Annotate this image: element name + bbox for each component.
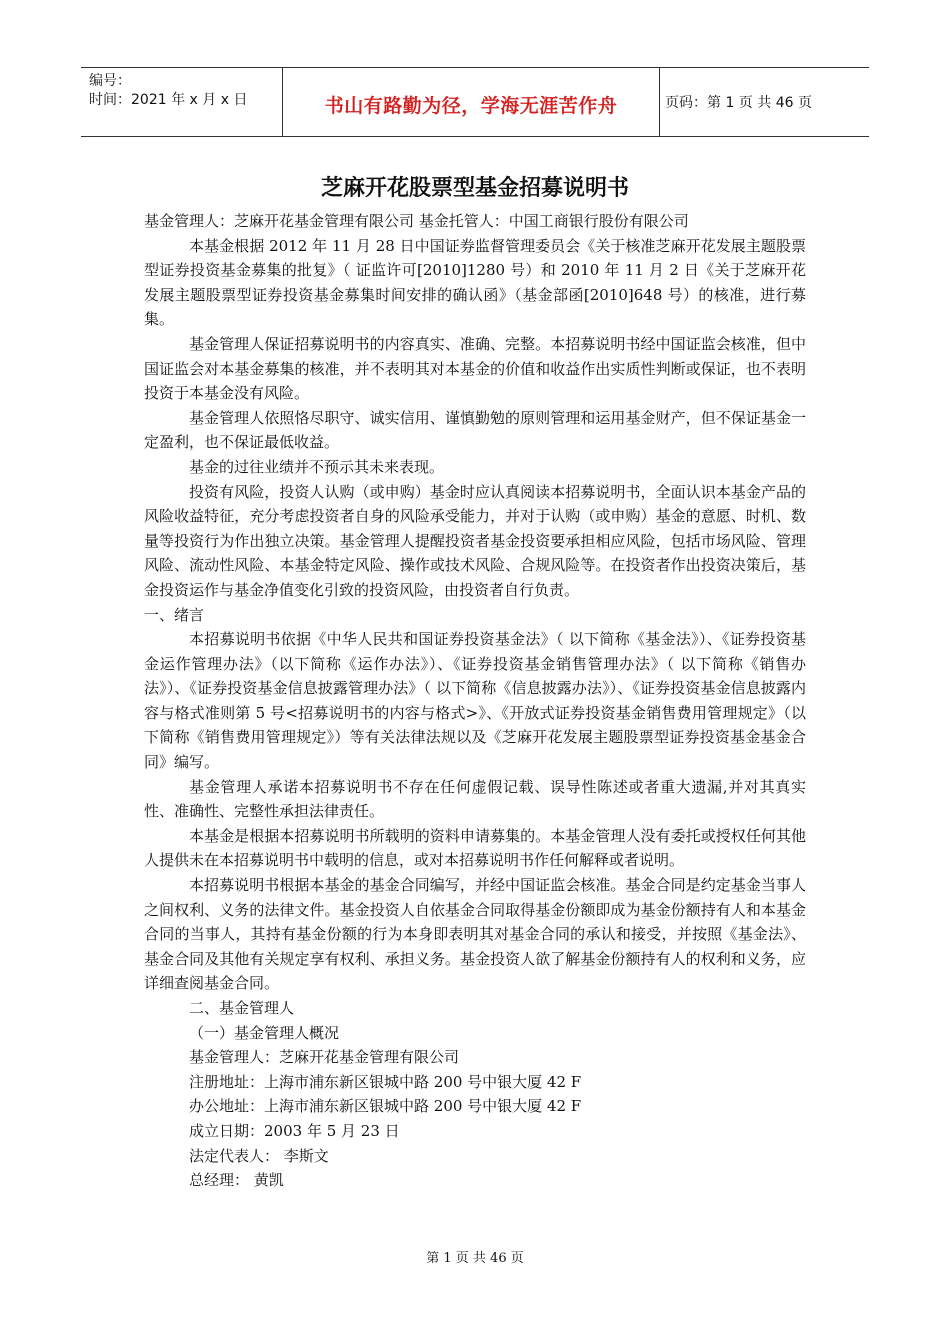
header-motto: 书山有路勤为径，学海无涯苦作舟 (324, 95, 618, 117)
paragraph: 基金管理人：芝麻开花基金管理有限公司 (189, 1048, 460, 1067)
page-header (81, 67, 869, 137)
paragraph: 本招募说明书依据《中华人民共和国证券投资基金法》（ 以下简称《基金法》）、《证券投资基金运作管理办法》（以下简称《运作办法》）、《证券投资基金销售管理办法》（ 以下简称《销售办法》）、《证券投资基金信息披露管理办法》（ 以下简称《信息披露办法》）、《证券投资基金信息披露内容与格式准则第 5 号<招募说明书的内容与格式>》、《开放式证券投资基金销售费用管理规定》（以下简称《销售费用管理规定》）等有关法律法规以及《芝麻开花发展主题股票型证券投资基金基金合同》编写。 (144, 630, 806, 772)
paragraph: 基金的过往业绩并不预示其未来表现。 (189, 457, 445, 476)
paragraph: 法定代表人： 李斯文 (189, 1146, 329, 1165)
page-footer: 第 1 页 共 46 页 (426, 1251, 524, 1266)
paragraph: 本基金是根据本招募说明书所载明的资料申请募集的。本基金管理人没有委托或授权任何其他人提供未在本招募说明书中载明的信息，或对本招募说明书作任何解释或者说明。 (144, 826, 806, 870)
paragraph: 本基金根据 2012 年 11 月 28 日中国证券监督管理委员会《关于核准芝麻开花发展主题股票型证券投资基金募集的批复》（ 证监许可[2010]1280 号）和 2010 年 11 月 2 日《关于芝麻开花发展主题股票型证券投资基金募集时间安排的确认函》（基金部函[2010]648 号）的核准，进行募集。 (144, 236, 806, 329)
paragraph: 基金管理人：芝麻开花基金管理有限公司 基金托管人：中国工商银行股份有限公司 (144, 212, 689, 230)
paragraph: 一、绪言 (144, 605, 205, 624)
paragraph: 总经理： 黄凯 (189, 1171, 284, 1190)
paragraph: 基金管理人保证招募说明书的内容真实、准确、完整。本招募说明书经中国证监会核准，但中国证监会对本基金募集的核准，并不表明其对本基金的价值和收益作出实质性判断或保证，也不表明投资于本基金没有风险。 (144, 334, 806, 403)
paragraph: （一）基金管理人概况 (189, 1023, 340, 1042)
paragraph: 办公地址：上海市浦东新区银城中路 200 号中银大厦 42 F (189, 1097, 582, 1116)
paragraph: 基金管理人依照恪尽职守、诚实信用、谨慎勤勉的原则管理和运用基金财产，但不保证基金一定盈利，也不保证最低收益。 (144, 408, 806, 452)
document-body (144, 209, 806, 1193)
paragraph: 注册地址：上海市浦东新区银城中路 200 号中银大厦 42 F (189, 1072, 582, 1091)
header-page-info: 页码：第 1 页 共 46 页 (665, 95, 812, 111)
time-line: 时间：2021 年 x 月 x 日 (89, 92, 248, 108)
paragraph: 本招募说明书根据本基金的基金合同编写，并经中国证监会核准。基金合同是约定基金当事人之间权利、义务的法律文件。基金投资人自依基金合同取得基金份额即成为基金份额持有人和本基金合同的当事人，其持有基金份额的行为本身即表明其对基金合同的承认和接受，并按照《基金法》、基金合同及其他有关规定享有权利、承担义务。基金投资人欲了解基金份额持有人的权利和义务，应详细查阅基金合同。 (144, 876, 806, 993)
document-title: 芝麻开花股票型基金招募说明书 (320, 176, 629, 201)
paragraph: 基金管理人承诺本招募说明书不存在任何虚假记载、误导性陈述或者重大遗漏,并对其真实性、准确性、完整性承担法律责任。 (144, 777, 806, 821)
paragraph: 投资有风险，投资人认购（或申购）基金时应认真阅读本招募说明书，全面认识本基金产品的风险收益特征，充分考虑投资者自身的风险承受能力，并对于认购（或申购）基金的意愿、时机、数量等投资行为作出独立决策。基金管理人提醒投资者基金投资要承担相应风险，包括市场风险、管理风险、流动性风险、本基金特定风险、操作或技术风险、合规风险等。在投资者作出投资决策后，基金投资运作与基金净值变化引致的投资风险，由投资者自行负责。 (144, 482, 806, 599)
header-motto-cell (282, 68, 660, 136)
serial-label: 编号： (89, 73, 131, 89)
paragraph: 成立日期：2003 年 5 月 23 日 (189, 1121, 400, 1140)
paragraph: 二、基金管理人 (189, 999, 295, 1017)
header-meta (89, 72, 284, 110)
